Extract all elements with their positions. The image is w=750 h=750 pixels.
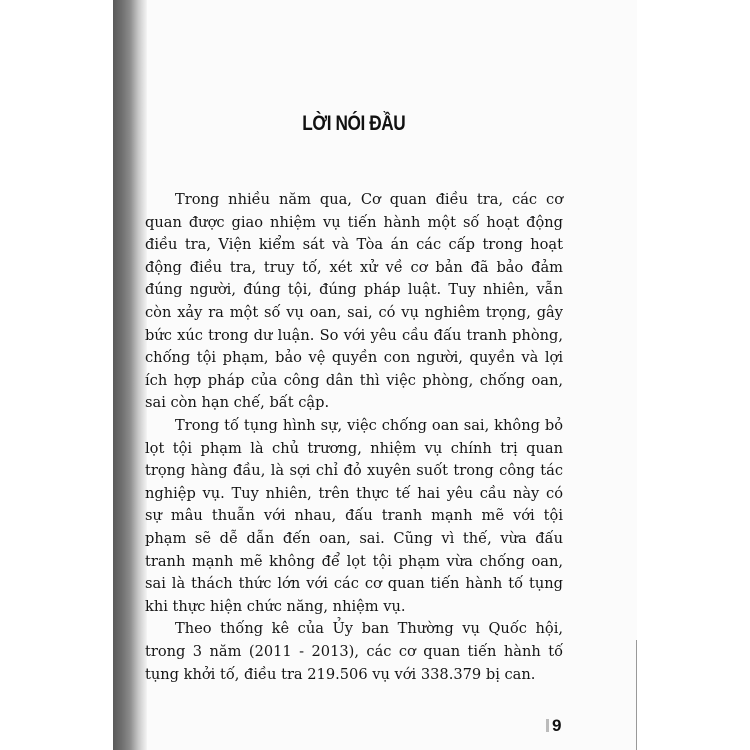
paragraph-2-line: phạm sẽ dễ dẫn đến oan, sai. Cũng vì thế, vừa đấu [145,530,563,547]
page-title [145,112,563,136]
paragraph-1-line: điều tra, Viện kiểm sát và Tòa án các cấp trong hoạt [145,236,563,254]
paragraph-1-line: còn xảy ra một số vụ oan, sai, có vụ nghiêm trọng, gây [145,304,563,321]
paragraph-1-line: quan được giao nhiệm vụ tiến hành một số hoạt động [145,213,563,231]
paragraph-1-line: bức xúc trong dư luận. So với yêu cầu đấu tranh phòng, [145,326,563,344]
paragraph-1-line: đúng người, đúng tội, đúng pháp luật. Tuy nhiên, vẫn [145,281,563,299]
binding-shadow [113,0,147,750]
paragraph-2-line: khi thực hiện chức năng, nhiệm vụ. [145,597,406,615]
paragraph-1-line: Trong nhiều năm qua, Cơ quan điều tra, các cơ [175,191,563,208]
paragraph-3-line: Theo thống kê của Ủy ban Thường vụ Quốc hội, [175,620,563,638]
paragraph-1-line: chống tội phạm, bảo vệ quyền con người, quyền và lợi [145,349,563,367]
paragraph-1-line: sai còn hạn chế, bất cập. [145,394,330,412]
paragraph-2-line: lọt tội phạm là chủ trương, nhiệm vụ chính trị quan [145,439,563,457]
paragraph-2-line: sự mâu thuẫn với nhau, đấu tranh mạnh mẽ với tội [145,507,563,525]
page-number-mark [546,719,549,732]
paragraph-1-line: ích hợp pháp của công dân thì việc phòng, chống oan, [145,371,563,389]
paragraph-3-line: tụng khởi tố, điều tra 219.506 vụ với 338.379 bị can. [145,665,536,683]
paragraph-3-line: trong 3 năm (2011 - 2013), các cơ quan tiến hành tố [145,643,563,660]
page-edge [636,640,637,750]
paragraph-2-line: nghiệp vụ. Tuy nhiên, trên thực tế hai yêu cầu này có [145,484,563,502]
paragraph-2-line: tranh mạnh mẽ không để lọt tội phạm vừa chống oan, [145,552,563,570]
page-number: 9 [552,716,562,735]
paragraph-1-line: động điều tra, truy tố, xét xử về cơ bản đã bảo đảm [145,258,563,276]
paragraph-2-line: sai là thách thức lớn với các cơ quan tiến hành tố tụng [145,575,563,593]
title-text: LỜI NÓI ĐẦU [302,112,406,135]
paragraph-2-line: Trong tố tụng hình sự, việc chống oan sai, không bỏ [175,417,563,434]
paragraph-2-line: trọng hàng đầu, là sợi chỉ đỏ xuyên suốt trong công tác [145,462,563,480]
